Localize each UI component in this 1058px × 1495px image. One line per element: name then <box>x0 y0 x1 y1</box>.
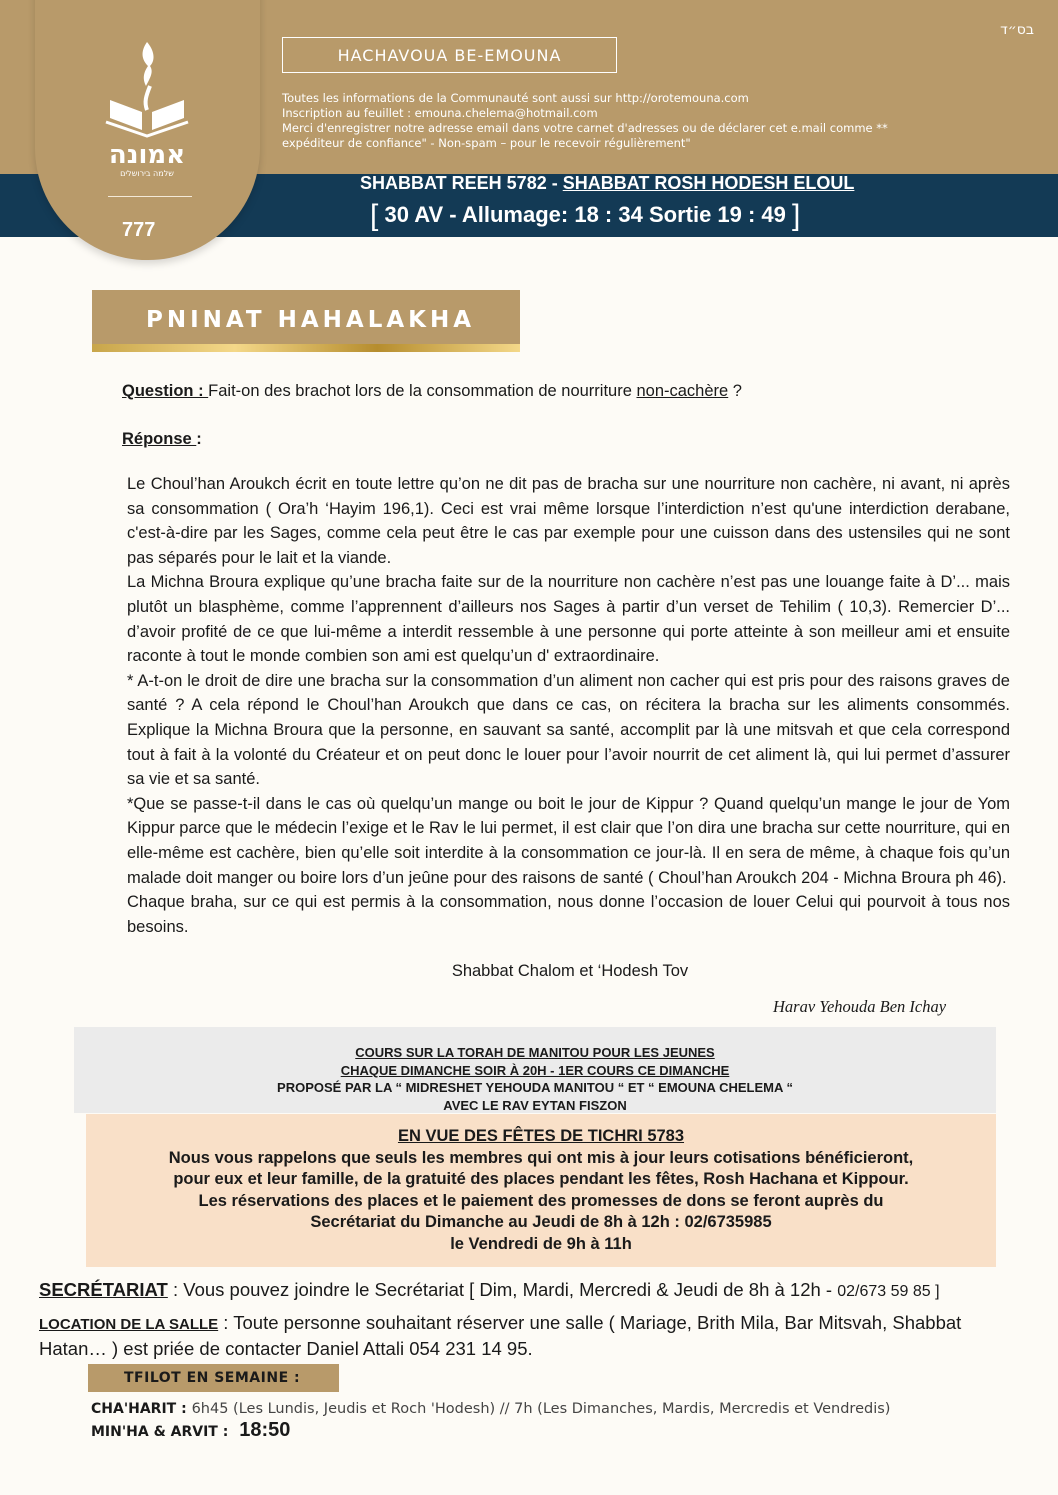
secretariat-phone: 02/673 59 85 ] <box>837 1283 940 1300</box>
chaharit-schedule <box>91 1401 890 1417</box>
fetes-line: pour eux et leur famille, de la gratuité des places pendant les fêtes, Rosh Hachana et Kippour. <box>173 1170 909 1188</box>
closing-greeting: Shabbat Chalom et ‘Hodesh Tov <box>451 962 689 980</box>
reponse <box>122 430 202 449</box>
shabbat-dash: - <box>546 173 563 193</box>
header-info <box>282 91 932 151</box>
cours-line: AVEC LE RAV EYTAN FISZON <box>443 1097 627 1113</box>
author-signature: Harav Yehouda Ben Ichay <box>773 997 947 1016</box>
bracket-close: ] <box>792 199 801 232</box>
minha-schedule <box>91 1419 290 1442</box>
paragraph: La Michna Broura explique qu’une bracha faite sur de la nourriture non cachère n’est pas une louange faite à D’... mais plutôt un blasphème, comme l’apprennent d’ailleurs nos Sages à partir d’un verset de Tehilim ( 10,3). Remercier D’... d’avoir profité de ce que lui-même a interdit ressemble à une personne qui porte atteinte à son meilleur ami et ensuite raconte à tout le monde combien son ami est quelqu’un d' extraordinaire. <box>127 573 1010 666</box>
shabbat-prefix: SHABBAT REEH 5782 <box>360 173 547 193</box>
paragraph: *Que se passe-t-il dans le cas où quelqu’un mange ou boit le jour de Kippur ? Quand quelqu’un mange le jour de Yom Kippur parce que le médecin l’exige et le Rav le lui permet, il est clair que l’on dira une bracha sur cette nourriture, qui en elle-même est cachère, bien qu’elle soit interdite à la consommation ce jour-là. Il en sera de même, à chaque fois qu’un malade doit manger ou boire lors d’un jeûne pour des raisons de santé ( Choul’han Aroukch 204 - Michna Broura ph 46). <box>127 794 1010 887</box>
gold-bar <box>92 344 520 352</box>
chaharit-label: CHA'HARIT : <box>91 1401 192 1417</box>
date-times: 30 AV - Allumage: 18 : 34 Sortie 19 : 49 <box>378 202 793 227</box>
info-line: Toutes les informations de la Communauté sont aussi sur http://orotemouna.com <box>282 91 749 105</box>
fetes-announcement <box>86 1114 996 1267</box>
secretariat-label: SECRÉTARIAT <box>39 1279 168 1300</box>
cours-announcement <box>74 1027 996 1113</box>
question-underlined: non-cachère <box>636 382 729 400</box>
shabbat-title: SHABBAT ROSH HODESH ELOUL <box>562 173 855 193</box>
bracket-open: [ <box>370 199 379 232</box>
paragraph: * A-t-on le droit de dire une bracha sur la consommation d’un aliment non cacher qui est pris pour des raisons graves de santé ? A cela répond le Choul’han Aroukch que dans ce cas, on récitera la bracha sur les aliments consommés. Explique la Michna Broura que la personne, en sauvant sa santé, accomplit par là une mitsvah et que cela correspond tout à fait à la volonté du Créateur et on peut donc le louer pour l’avoir nourrit de cet aliment là, qui lui permet d’assurer sa vie et sa santé. <box>127 671 1010 789</box>
cours-line: PROPOSÉ PAR LA “ MIDRESHET YEHOUDA MANITOU “ ET “ EMOUNA CHELEMA “ <box>277 1080 793 1095</box>
tfilot-title: TFILOT EN SEMAINE : <box>88 1364 339 1392</box>
chaharit-text: 6h45 (Les Lundis, Jeudis et Roch 'Hodesh) // 7h (Les Dimanches, Mardis, Mercredis et Vendredis) <box>191 1401 891 1417</box>
issue-number: 777 <box>122 219 156 241</box>
location-text: : Toute personne souhaitant réserver une salle ( Mariage, Brith Mila, Bar Mitsvah, Shabbat Hatan… ) est priée de contacter Daniel Attali 054 231 14 95. <box>39 1312 962 1359</box>
reponse-colon: : <box>196 430 202 448</box>
bsd-mark: בס״ד <box>1000 22 1034 38</box>
location-label: LOCATION DE LA SALLE <box>39 1316 219 1333</box>
secretariat <box>39 1279 940 1301</box>
svg-text:שלמה בירושלים: שלמה בירושלים <box>120 169 174 178</box>
question <box>122 382 742 401</box>
shabbat-line <box>360 173 854 194</box>
fetes-line: le Vendredi de 9h à 11h <box>450 1234 632 1253</box>
halakha-body <box>127 472 1010 939</box>
emouna-logo-icon <box>92 38 202 178</box>
section-title: PNINAT HAHALAKHA <box>92 290 520 352</box>
cours-line: CHAQUE DIMANCHE SOIR À 20H - 1ER COURS CE DIMANCHE <box>340 1062 730 1078</box>
cours-line: COURS SUR LA TORAH DE MANITOU POUR LES JEUNES <box>355 1045 715 1060</box>
info-line: Inscription au feuillet : emouna.chelema@hotmail.com <box>282 106 598 120</box>
question-label: Question : <box>122 382 209 400</box>
secretariat-text: : Vous pouvez joindre le Secrétariat [ Dim, Mardi, Mercredi & Jeudi de 8h à 12h - <box>167 1279 838 1300</box>
info-line: Merci d'enregistrer notre adresse email dans votre carnet d'adresses ou de déclarer cet e.mail comme ** <box>282 121 888 135</box>
paragraph: Chaque braha, sur ce qui est permis à la consommation, nous donne l’occasion de louer Celui qui pourvoit à tous nos besoins. <box>127 893 1010 936</box>
newsletter-title: HACHAVOUA BE-EMOUNA <box>282 37 617 73</box>
paragraph: Le Choul’han Aroukch écrit en toute lettre qu’on ne dit pas de bracha sur une nourriture non cachère, ni avant, ni après sa consommation ( Ora’h ‘Hayim 196,1). Ceci est vrai même lorsque l’interdiction n’est qu'une interdiction derabane, c'est-à-dire par les Sages, comme cela peut être le cas par exemple pour une cuisson dans des ustensiles qui ne sont pas séparés pour le lait et la viande. <box>127 475 1010 567</box>
info-line: expéditeur de confiance" - Non-spam – pour le recevoir régulièrement" <box>282 136 691 150</box>
fetes-line: Secrétariat du Dimanche au Jeudi de 8h à 12h : 02/6735985 <box>310 1213 772 1231</box>
badge-divider <box>108 196 192 197</box>
location-salle <box>39 1311 1029 1361</box>
question-text: Fait-on des brachot lors de la consommation de nourriture <box>208 382 637 400</box>
reponse-label: Réponse <box>122 430 197 448</box>
times-line <box>370 199 800 233</box>
minha-time: 18:50 <box>239 1419 291 1441</box>
question-end: ? <box>728 382 742 400</box>
svg-text:אמונה: אמונה <box>108 140 186 170</box>
fetes-title: EN VUE DES FÊTES DE TICHRI 5783 <box>397 1127 685 1145</box>
fetes-line: Les réservations des places et le paiement des promesses de dons se feront auprès du <box>198 1191 884 1210</box>
minha-label: MIN'HA & ARVIT : <box>91 1424 234 1440</box>
fetes-line: Nous vous rappelons que seuls les membres qui ont mis à jour leurs cotisations bénéficieront, <box>168 1148 914 1167</box>
